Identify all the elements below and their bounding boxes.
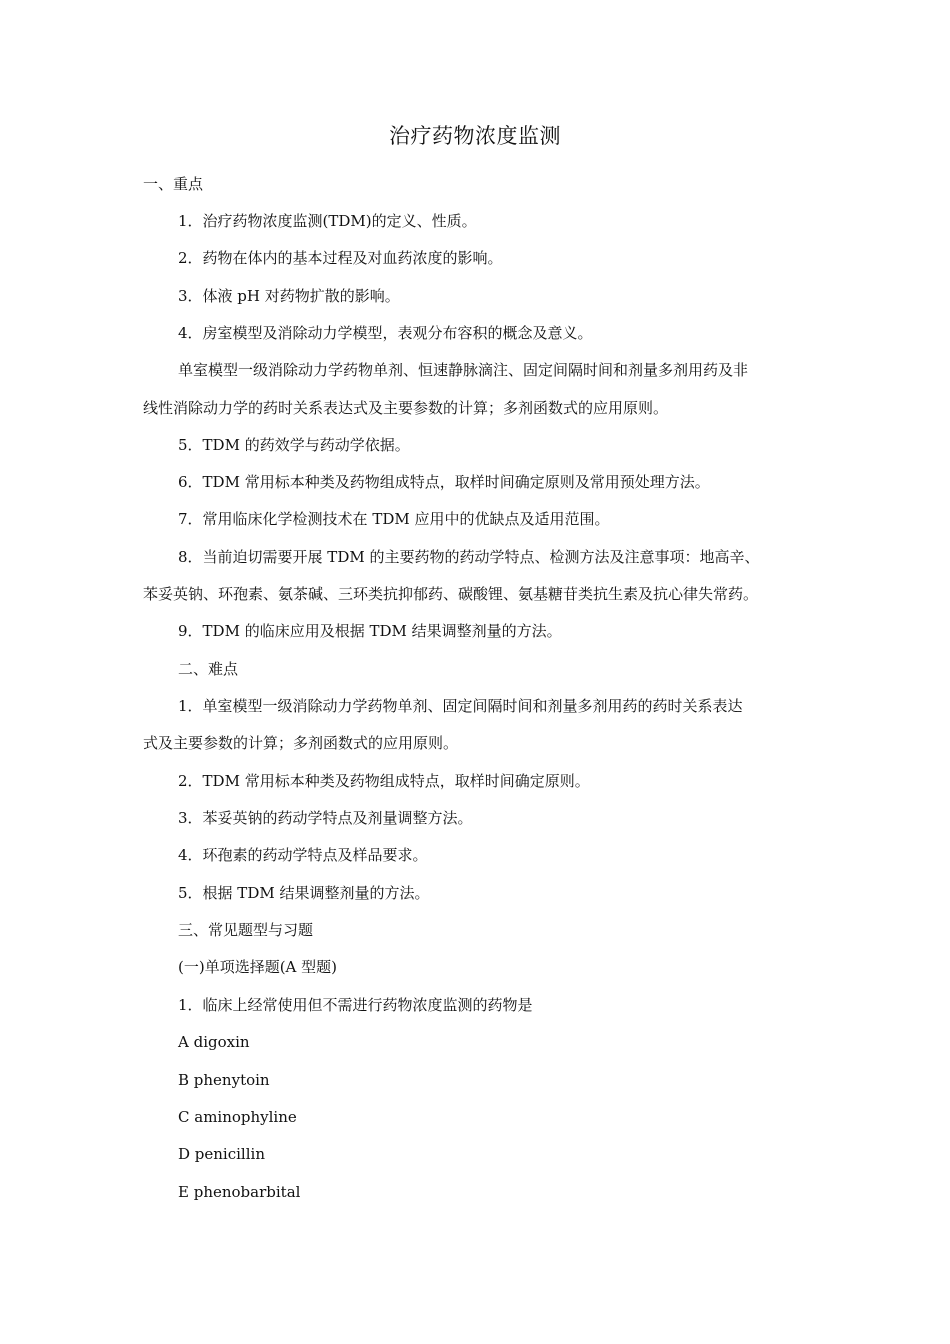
key-point-2: 2．药物在体内的基本过程及对血药浓度的影响。: [178, 249, 503, 267]
paragraph-line: 单室模型一级消除动力学药物单剂、恒速静脉滴注、固定间隔时间和剂量多剂用药及非: [178, 361, 749, 379]
paragraph-line: 式及主要参数的计算；多剂函数式的应用原则。: [143, 734, 459, 752]
key-point-7: 7．常用临床化学检测技术在 TDM 应用中的优缺点及适用范围。: [178, 510, 610, 528]
key-point-5: 5．TDM 的药效学与药动学依据。: [178, 436, 410, 454]
section-heading-exercises: 三、常见题型与习题: [178, 921, 314, 939]
key-point-6: 6．TDM 常用标本种类及药物组成特点，取样时间确定原则及常用预处理方法。: [178, 473, 710, 491]
key-point-9: 9．TDM 的临床应用及根据 TDM 结果调整剂量的方法。: [178, 622, 562, 640]
difficulty-3: 3．苯妥英钠的药动学特点及剂量调整方法。: [178, 809, 473, 827]
paragraph-line: 苯妥英钠、环孢素、氨茶碱、三环类抗抑郁药、碳酸锂、氨基糖苷类抗生素及抗心律失常药。: [143, 585, 759, 603]
difficulty-4: 4．环孢素的药动学特点及样品要求。: [178, 846, 428, 864]
section-heading-difficulties: 二、难点: [178, 660, 239, 678]
difficulty-1: 1．单室模型一级消除动力学药物单剂、固定间隔时间和剂量多剂用药的药时关系表达: [178, 697, 743, 715]
paragraph-line: 线性消除动力学的药时关系表达式及主要参数的计算；多剂函数式的应用原则。: [143, 399, 669, 417]
difficulty-5: 5．根据 TDM 结果调整剂量的方法。: [178, 884, 430, 902]
key-point-4: 4．房室模型及消除动力学模型，表观分布容积的概念及意义。: [178, 324, 593, 342]
option-c: C aminophyline: [178, 1108, 297, 1126]
difficulty-2: 2．TDM 常用标本种类及药物组成特点，取样时间确定原则。: [178, 772, 590, 790]
option-b: B phenytoin: [178, 1071, 270, 1089]
key-point-3: 3．体液 pH 对药物扩散的影响。: [178, 287, 400, 305]
key-point-1: 1．治疗药物浓度监测(TDM)的定义、性质。: [178, 212, 477, 230]
question-1: 1．临床上经常使用但不需进行药物浓度监测的药物是: [178, 996, 533, 1014]
option-a: A digoxin: [178, 1033, 250, 1051]
document-title: 治疗药物浓度监测: [389, 124, 561, 148]
subsection-heading: (一)单项选择题(A 型题): [178, 958, 338, 976]
section-heading-key-points: 一、重点: [143, 175, 204, 193]
option-d: D penicillin: [178, 1145, 265, 1163]
option-e: E phenobarbital: [178, 1183, 301, 1201]
key-point-8: 8．当前迫切需要开展 TDM 的主要药物的药动学特点、检测方法及注意事项：地高辛、: [178, 548, 760, 566]
